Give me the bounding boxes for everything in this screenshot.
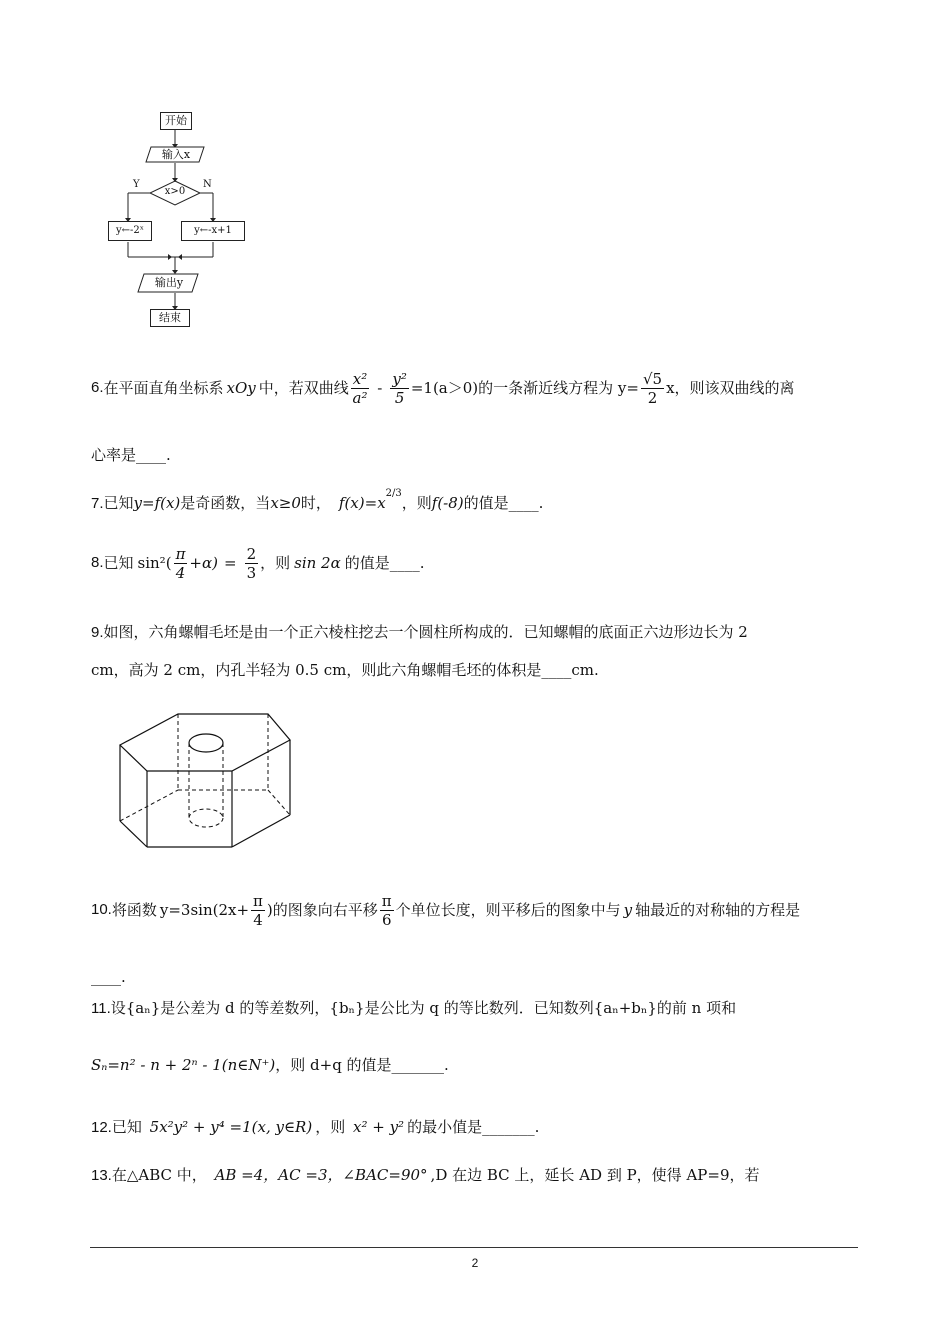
q6-frac1: $\frac{\text{x²}}{\text{a²}}$ xyxy=(352,369,368,407)
q6-frac2: $\frac{\text{y²}}{5}$ xyxy=(392,369,407,407)
q6-minus: - xyxy=(377,379,383,397)
q9-line1: 9.如图，六角螺帽毛坯是由一个正六棱柱挖去一个圆柱所构成的．已知螺帽的底面正六边形边长为 2 xyxy=(91,623,748,641)
question-7: 7.已知y=f(x)是奇函数，当x≥0时， $f(x)=x^{2/3}$，则f(-8)的值是____. xyxy=(91,488,544,512)
question-10: 10. 将函数 y=3sin(2x+ $\frac{\pi}{4}$ ) 的图象向右平移 $\frac{\pi}{6}$ 个单位长度，则平移后的图象中与 y 轴最近的对称轴的方程是 xyxy=(91,891,801,929)
hex-nut-figure xyxy=(110,700,310,860)
q6-text4: x，则该双曲线的离 xyxy=(666,379,795,397)
q11-line1: 11.设{aₙ}是公差为 d 的等差数列，{bₙ}是公比为 q 的等比数列．已知数列{aₙ+bₙ}的前 n 项和 xyxy=(91,999,737,1017)
flowchart-right-box: y←-x+1 xyxy=(181,221,245,241)
q6-text3: =1(a＞0)的一条渐近线方程为 y= xyxy=(410,379,639,397)
q6-frac3: $\frac{√5}{2}$ xyxy=(642,369,663,407)
q6-text1: 在平面直角坐标系 xyxy=(103,379,224,397)
q10-line2: ____. xyxy=(91,968,126,986)
q9-line2: cm，高为 2 cm，内孔半轻为 0.5 cm，则此六角螺帽毛坯的体积是____cm. xyxy=(91,661,599,679)
question-12: 12.已知 5x²y² + y⁴ =1(x, y∈R) ，则 x² + y² 的最小值是_______. xyxy=(91,1118,540,1136)
footer-divider xyxy=(90,1247,858,1248)
q6-number: 6. xyxy=(91,379,104,396)
question-13: 13.在△ABC 中， AB =4，AC =3，∠BAC=90° ,D 在边 BC 上，延长 AD 到 P，使得 AP=9，若 xyxy=(91,1166,760,1184)
page-number: 2 xyxy=(471,1256,479,1270)
q6-text2: 中，若双曲线 xyxy=(258,379,349,397)
flowchart-yes: Y xyxy=(133,179,140,190)
q6-xoy: xOy xyxy=(226,379,256,397)
flowchart-no: N xyxy=(203,179,212,190)
question-6 xyxy=(91,363,795,413)
q6-line2: 心率是____. xyxy=(91,446,171,464)
flowchart-output: 输出y xyxy=(154,276,184,289)
flowchart-end: 结束 xyxy=(150,309,190,327)
flowchart-start: 开始 xyxy=(160,112,192,130)
q11-line2: Sₙ=n² - n + 2ⁿ - 1(n∈N⁺)，则 d+q 的值是_______. xyxy=(91,1056,449,1074)
flowchart-input: 输入x xyxy=(161,148,191,161)
flowchart-left-box: y←-2ˣ xyxy=(108,221,152,241)
flowchart-lines xyxy=(100,105,260,335)
flowchart-cond: x>0 xyxy=(164,186,186,197)
question-8: 8. 已知 sin²( $\frac{\pi}{4}$ +α) = $\frac{2}{3}$ ，则 sin 2α 的值是____. xyxy=(91,544,425,582)
